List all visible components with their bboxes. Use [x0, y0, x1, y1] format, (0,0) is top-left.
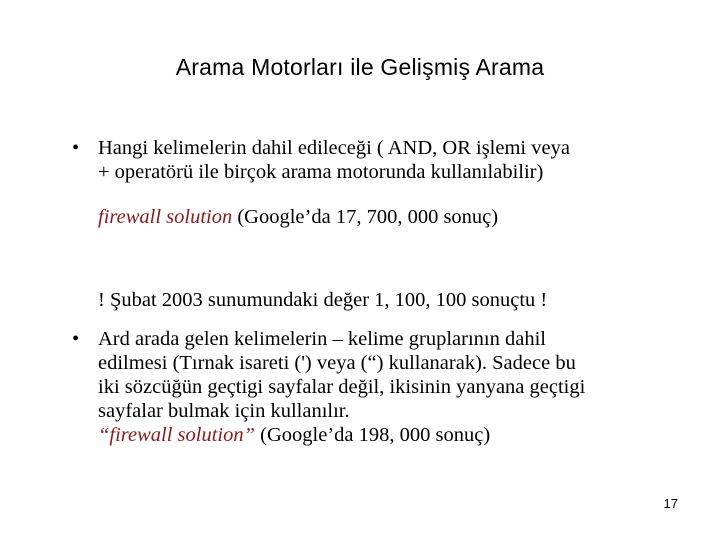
example-quoted-firewall-solution [98, 423, 698, 447]
text-line: edilmesi (Tırnak isareti (') veya (“) kullanarak). Sadece bu [98, 352, 576, 374]
example-result: (Google’da 17, 700, 000 sonuç) [232, 206, 499, 228]
example-query: “firewall solution” [98, 424, 256, 446]
text-line: + operatörü ile birçok arama motorunda kullanılabilir) [98, 161, 544, 183]
text-line: Hangi kelimelerin dahil edileceği ( AND, OR işlemi veya [98, 137, 570, 159]
bullet-text-phrase [98, 327, 698, 447]
page-number: 17 [663, 496, 678, 511]
bullet-marker: • [72, 328, 80, 350]
example-query: firewall solution [98, 206, 233, 228]
text-line: sayfalar bulmak için kullanılır. [98, 400, 350, 422]
bullet-text-boolean [98, 136, 698, 184]
text-line: Ard arada gelen kelimelerin – kelime gruplarının dahil [98, 328, 546, 350]
example-firewall-solution [98, 205, 698, 229]
note-text: ! Şubat 2003 sunumundaki değer 1, 100, 100 sonuçtu ! [98, 289, 548, 311]
bullet-marker: • [72, 137, 80, 159]
text-line: iki sözcüğün geçtigi sayfalar değil, ikisinin yanyana geçtigi [98, 376, 586, 398]
slide-title: Arama Motorları ile Gelişmiş Arama [175, 54, 545, 80]
example-result: (Google’da 198, 000 sonuç) [255, 424, 491, 446]
